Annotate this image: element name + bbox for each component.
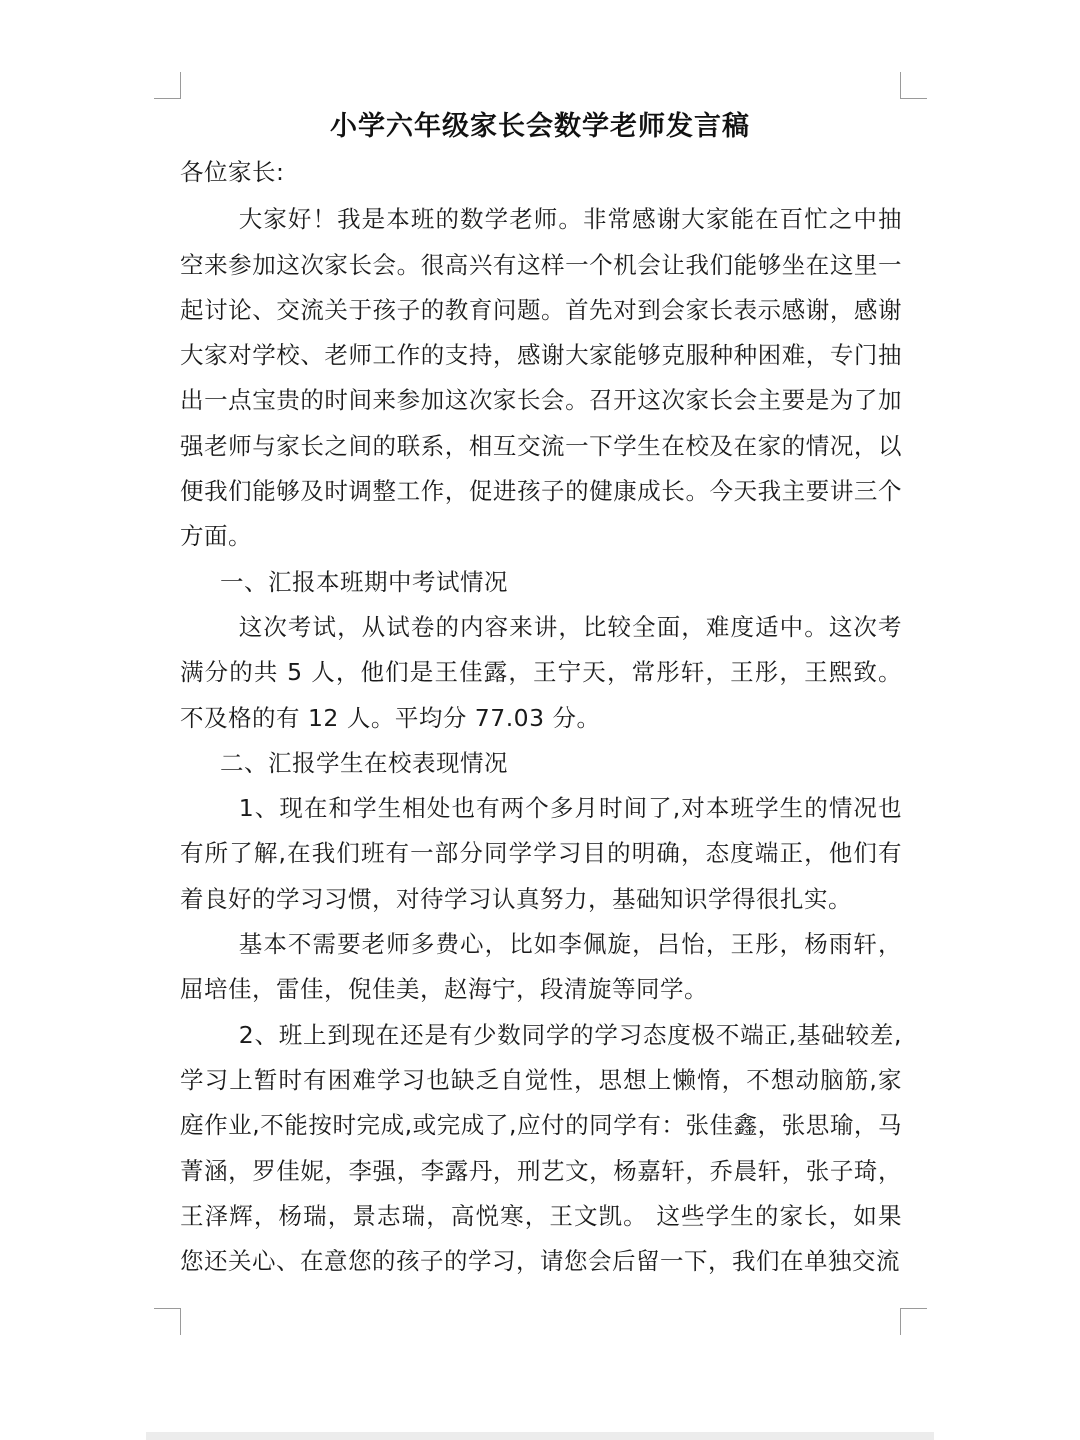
crop-mark-bottom-left (154, 1308, 181, 1335)
crop-mark-top-right (900, 72, 927, 99)
paragraph-struggling-students: 2、班上到现在还是有少数同学的学习态度极不端正,基础较差,学习上暂时有困难学习也缺乏自觉性，思想上懒惰，不想动脑筋,家庭作业,不能按时完成,或完成了,应付的同学有：张佳鑫，张思瑜，马菁涵，罗佳妮，李强，李露丹，刑艺文，杨嘉轩，乔晨轩，张子琦，王泽辉，杨瑞，景志瑞，高悦寒，王文凯。 这些学生的家长，如果您还关心、在意您的孩子的学习，请您会后留一下，我们在单独交流 (180, 1020, 902, 1276)
document-title: 小学六年级家长会数学老师发言稿 (330, 111, 750, 142)
paragraph-intro: 大家好！我是本班的数学老师。非常感谢大家能在百忙之中抽空来参加这次家长会。很高兴有这样一个机会让我们能够坐在这里一起讨论、交流关于孩子的教育问题。首先对到会家长表示感谢，感谢大家对学校、老师工作的支持，感谢大家能够克服种种困难，专门抽出一点宝贵的时间来参加这次家长会。召开这次家长会主要是为了加强老师与家长之间的联系，相互交流一下学生在校及在家的情况，以便我们能够及时调整工作，促进孩子的健康成长。今天我主要讲三个方面。 (180, 205, 902, 551)
section-heading-1: 一、汇报本班期中考试情况 (220, 567, 508, 596)
document-body (180, 150, 902, 1284)
paragraph-good-students-names: 基本不需要老师多费心，比如李佩旋，吕怡，王彤，杨雨轩，屈培佳，雷佳，倪佳美，赵海宁，段清旋等同学。 (180, 930, 902, 1004)
section-heading-2: 二、汇报学生在校表现情况 (220, 748, 508, 777)
greeting: 各位家长: (180, 158, 285, 186)
paragraph-good-students: 1、现在和学生相处也有两个多月时间了,对本班学生的情况也有所了解,在我们班有一部分同学学习目的明确，态度端正，他们有着良好的学习习惯，对待学习认真努力，基础知识学得很扎实。 (180, 794, 902, 913)
paragraph-exam-results: 这次考试，从试卷的内容来讲，比较全面，难度适中。这次考满分的共 5 人，他们是王佳露，王宁天，常彤轩，王彤，王熙致。不及格的有 12 人。平均分 77.03 分。 (180, 612, 902, 732)
crop-mark-top-left (154, 72, 181, 99)
crop-mark-bottom-right (900, 1308, 927, 1335)
next-page-edge (146, 1432, 934, 1440)
